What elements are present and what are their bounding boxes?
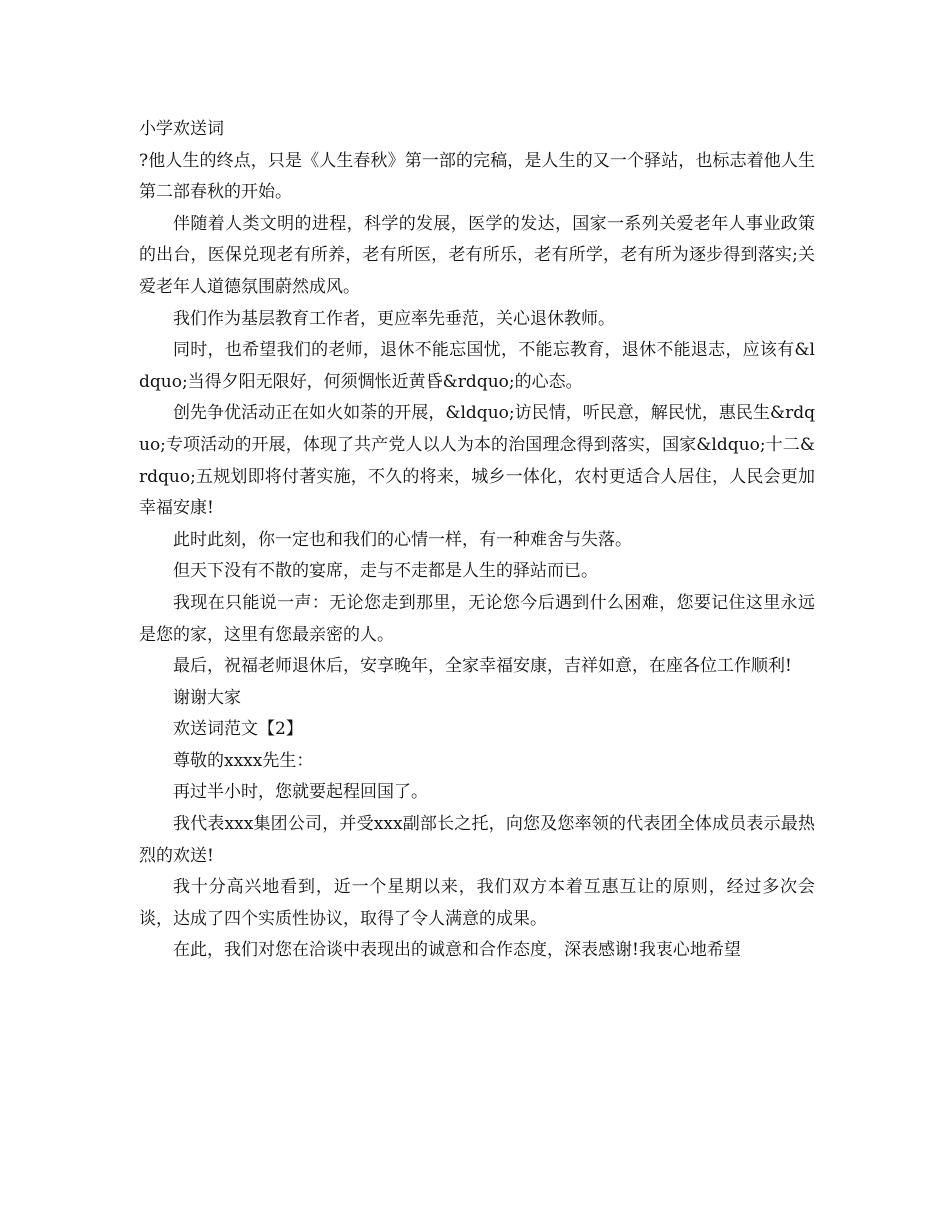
paragraph: 最后，祝福老师退休后，安享晚年，全家幸福安康，吉祥如意，在座各位工作顺利! — [173, 656, 792, 677]
document-title: 小学欢送词 — [139, 119, 224, 139]
paragraph: 此时此刻，你一定也和我们的心情一样，有一种难舍与失落。 — [173, 529, 632, 550]
paragraph: 在此，我们对您在洽谈中表现出的诚意和合作态度，深表感谢!我衷心地希望 — [173, 940, 741, 961]
paragraph-list — [139, 146, 815, 967]
paragraph: 创先争优活动正在如火如荼的开展，&ldquo;访民情，听民意，解民忧，惠民生&rdquo;专项活动的开展，体现了共产党人以人为本的治国理念得到落实，国家&ldquo;十二&rdquo;五规划即将付著实施，不久的将来，城乡一体化，农村更适合人居住，人民会更加幸福安康! — [139, 403, 815, 519]
paragraph: 但天下没有不散的宴席，走与不走都是人生的驿站而已。 — [173, 561, 598, 582]
paragraph: 我代表xxx集团公司，并受xxx副部长之托，向您及您率领的代表团全体成员表示最热烈的欢送! — [139, 814, 815, 866]
paragraph: 我现在只能说一声：无论您走到那里，无论您今后遇到什么困难，您要记住这里永远是您的家，这里有您最亲密的人。 — [139, 592, 815, 645]
paragraph: 我十分高兴地看到，近一个星期以来，我们双方本着互惠互让的原则，经过多次会谈，达成了四个实质性协议，取得了令人满意的成果。 — [139, 877, 815, 929]
paragraph: 欢送词范文【2】 — [173, 719, 303, 740]
paragraph: 谢谢大家 — [173, 687, 241, 708]
paragraph: 再过半小时，您就要起程回国了。 — [173, 782, 428, 803]
paragraph: 尊敬的xxxx先生： — [173, 750, 314, 771]
document-body — [139, 114, 815, 967]
paragraph: 我们作为基层教育工作者，更应率先垂范，关心退休教师。 — [173, 308, 615, 329]
paragraph: 同时，也希望我们的老师，退休不能忘国忧，不能忘教育，退休不能退志，应该有&ldquo;当得夕阳无限好，何须惆怅近黄昏&rdquo;的心态。 — [139, 340, 815, 392]
paragraph: 伴随着人类文明的进程，科学的发展，医学的发达，国家一系列关爱老年人事业政策的出台，医保兑现老有所养，老有所医，老有所乐，老有所学，老有所为逐步得到落实;关爱老年人道德氛围蔚然成风。 — [139, 213, 815, 297]
paragraph: ?他人生的终点，只是《人生春秋》第一部的完稿，是人生的又一个驿站，也标志着他人生第二部春秋的开始。 — [139, 150, 815, 203]
